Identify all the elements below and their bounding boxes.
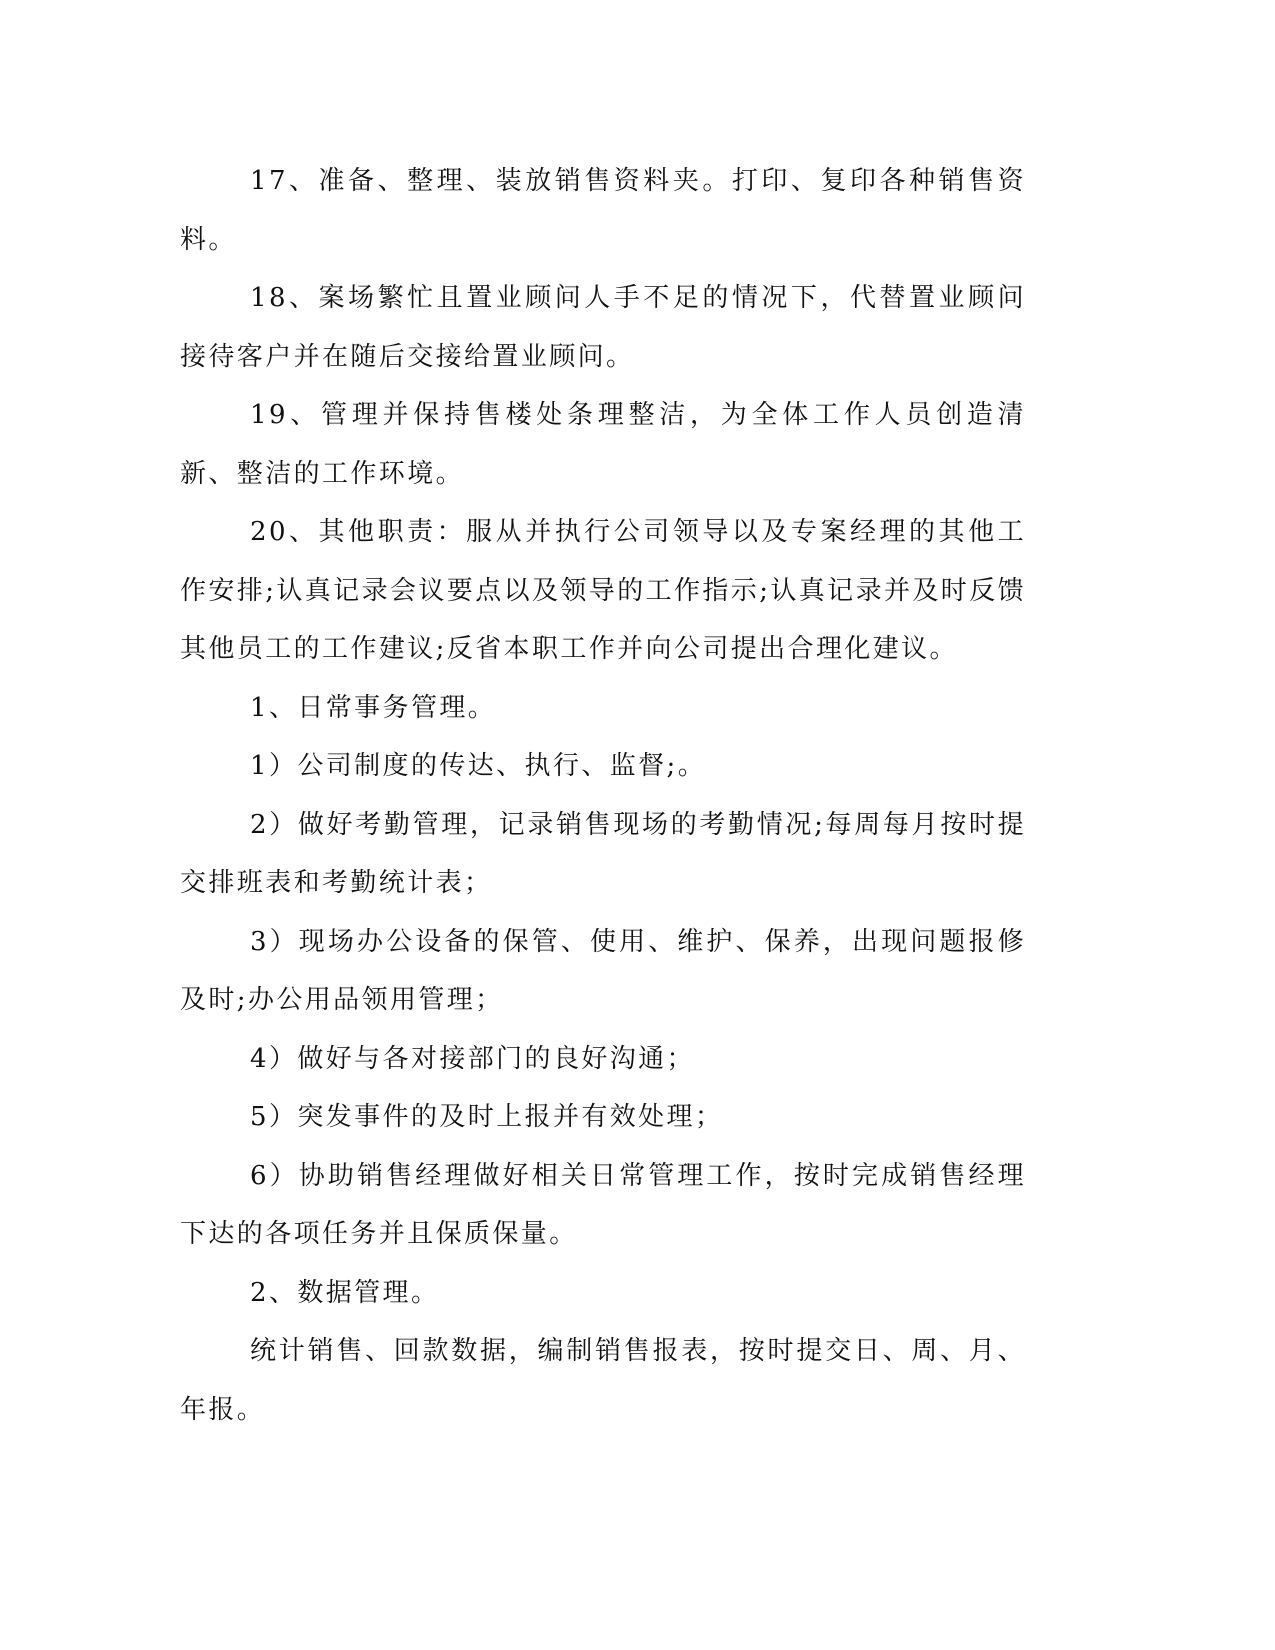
paragraph-data-management: 统计销售、回款数据，编制销售报表，按时提交日、周、月、年报。 bbox=[180, 1336, 1026, 1425]
section-heading-daily-affairs: 1、日常事务管理。 bbox=[250, 692, 497, 723]
list-item-5: 5）突发事件的及时上报并有效处理； bbox=[250, 1102, 724, 1132]
list-item-4: 4）做好与各对接部门的良好沟通； bbox=[250, 1043, 695, 1074]
list-item-1: 1）公司制度的传达、执行、监督;。 bbox=[250, 751, 707, 781]
list-item-3: 3）现场办公设备的保管、使用、维护、保养，出现问题报修及时;办公用品领用管理； bbox=[180, 926, 1026, 1015]
list-item-2: 2）做好考勤管理，记录销售现场的考勤情况;每周每月按时提交排班表和考勤统计表； bbox=[180, 809, 1026, 898]
section-heading-data-management: 2、数据管理。 bbox=[250, 1277, 440, 1308]
paragraph-20: 20、其他职责：服从并执行公司领导以及专案经理的其他工作安排;认真记录会议要点以及领导的工作指示;认真记录并及时反馈其他员工的工作建议;反省本职工作并向公司提出合理化建议。 bbox=[180, 517, 1026, 664]
paragraph-17: 17、准备、整理、装放销售资料夹。打印、复印各种销售资料。 bbox=[180, 166, 1026, 255]
paragraph-19: 19、管理并保持售楼处条理整洁，为全体工作人员创造清新、整洁的工作环境。 bbox=[180, 400, 1026, 489]
list-item-6: 6）协助销售经理做好相关日常管理工作，按时完成销售经理下达的各项任务并且保质保量。 bbox=[180, 1160, 1026, 1249]
paragraph-18: 18、案场繁忙且置业顾问人手不足的情况下，代替置业顾问接待客户并在随后交接给置业顾问。 bbox=[180, 283, 1026, 372]
document-page bbox=[180, 152, 1026, 1439]
